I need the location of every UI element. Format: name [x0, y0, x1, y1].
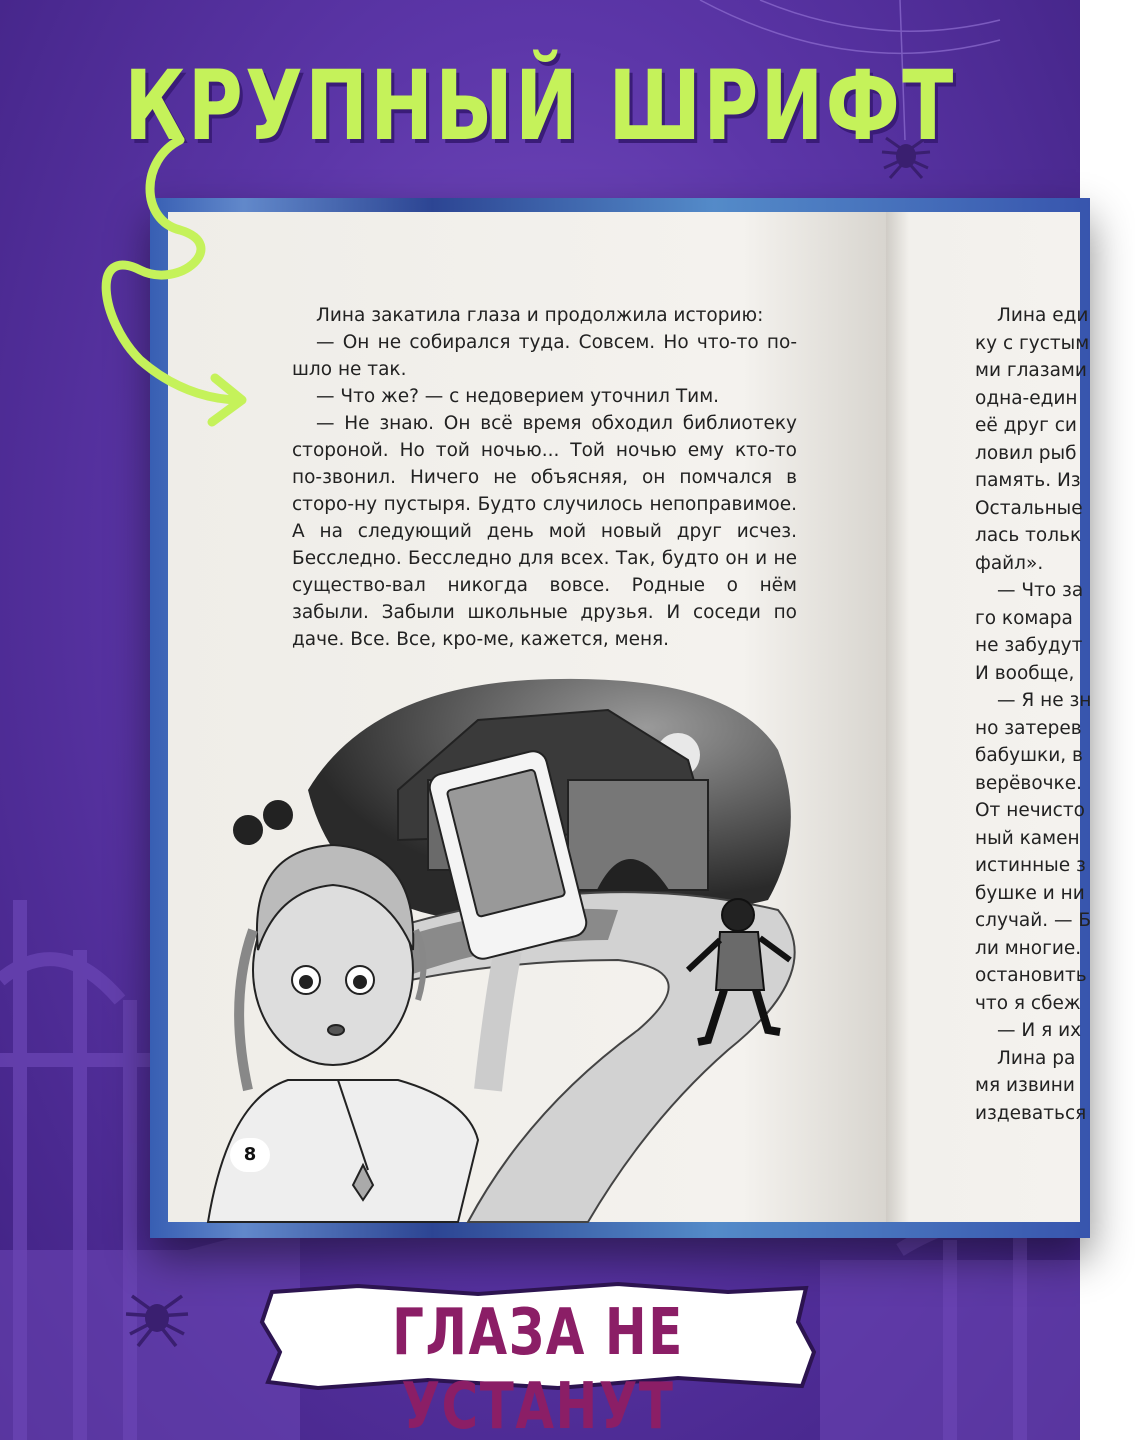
text-line: — Я не зн — [997, 690, 1092, 711]
paragraph: Лина закатила глаза и продолжила историю: — [316, 305, 764, 326]
paragraph: — Он не собирался туда. Совсем. Но что-то по-шло не так. — [292, 332, 797, 380]
text-line: — Что за — [997, 580, 1084, 601]
text-line: что я сбеж — [975, 992, 1081, 1014]
text-line: память. Из — [975, 470, 1081, 491]
text-line: Лина еди — [997, 305, 1089, 326]
text-line: верёвочке. — [975, 772, 1082, 794]
headline: КРУПНЫЙ ШРИФТ — [124, 50, 956, 162]
page-number: 8 — [230, 1138, 270, 1172]
text-line: От нечисто — [975, 800, 1085, 821]
text-line: не забудут — [975, 635, 1083, 656]
text-line: Лина ра — [997, 1047, 1076, 1069]
text-line: ми глазами — [975, 360, 1087, 381]
text-line: Остальные — [975, 497, 1083, 519]
text-line: бушке и ни — [975, 882, 1085, 904]
paragraph: — Не знаю. Он всё время обходил библиотеку стороной. Но той ночью... Той ночью ему кто-то по-звонил. Ничего не объясняя, он помчался в сторо-ну пустыря. Будто случилось непоправимое. А на следующий день мой новый друг исчез. Бесследно. Бесследно для всех. Так, будто он и не существо-вал никогда вовсе. Родные о нём забыли. Забыли школьные друзья. И соседи по даче. Все. Все, кро-ме, кажется, меня. — [292, 413, 797, 650]
text-line: — И я их — [997, 1020, 1082, 1041]
text-line: ку с густым — [975, 332, 1090, 354]
text-line: но затерев — [975, 717, 1082, 739]
text-line: бабушки, в — [975, 745, 1083, 766]
text-line: одна-един — [975, 387, 1078, 409]
spider-icon — [122, 1288, 192, 1348]
curly-arrow-icon — [80, 130, 270, 440]
text-line: файл». — [975, 552, 1044, 574]
text-line: ли многие. — [975, 937, 1082, 959]
text-line: И вообще, — [975, 662, 1075, 684]
text-line: лась тольк — [975, 525, 1082, 546]
text-line: истинные з — [975, 855, 1086, 876]
text-line: остановить — [975, 965, 1087, 986]
text-line: ный камен — [975, 827, 1080, 849]
illustration-girl-with-phone — [168, 670, 868, 1222]
text-line: издеваться — [975, 1102, 1087, 1124]
banner-text: ГЛАЗА НЕ УСТАНУТ — [392, 1296, 684, 1444]
text-line: случай. — Б — [975, 910, 1092, 931]
text-line: го комара — [975, 607, 1073, 629]
text-line: ловил рыб — [975, 442, 1077, 464]
paragraph: — Что же? — с недоверием уточнил Тим. — [316, 386, 720, 407]
text-line: мя извини — [975, 1075, 1075, 1096]
right-page-text — [975, 302, 1135, 1127]
left-page-text — [292, 302, 797, 653]
text-line: её друг си — [975, 415, 1077, 436]
